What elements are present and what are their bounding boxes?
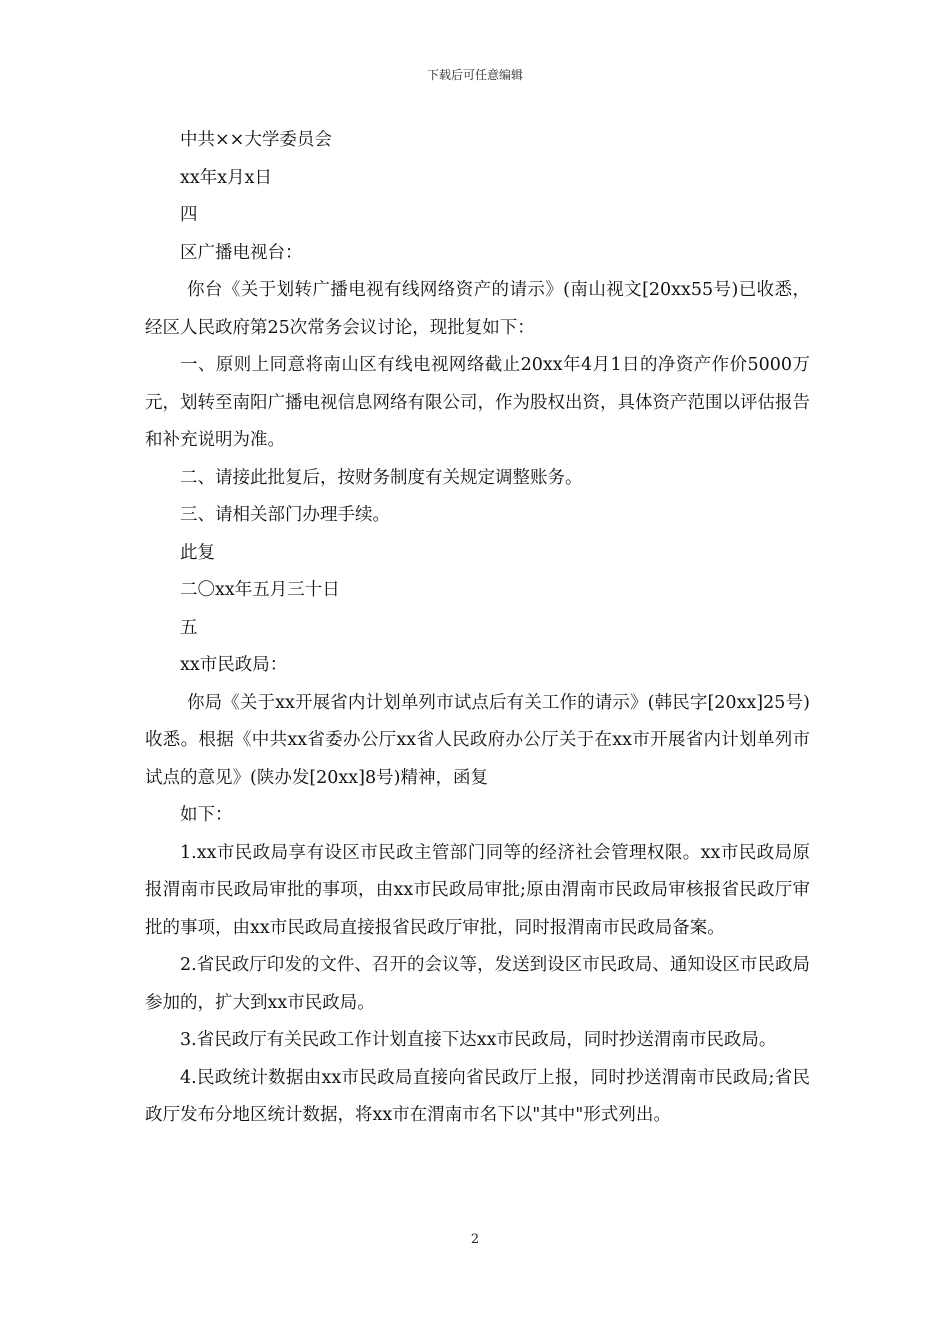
signature-organization: 中共××大学委员会 [180, 130, 332, 150]
numbered-item: 1.xx市民政局享有设区市民政主管部门同等的经济社会管理权限。xx市民政局原报渭南市民政局审批的事项，由xx市民政局审批;原由渭南市民政局审核报省民政厅审批的事项，由xx市民政局直接报省民政厅审批，同时报渭南市民政局备案。 [145, 842, 810, 938]
body-paragraph: 二、请接此批复后，按财务制度有关规定调整账务。 [180, 467, 583, 488]
recipient-line: xx市民政局： [180, 655, 288, 675]
document-body [145, 122, 810, 1135]
signature-date: xx年x月x日 [180, 167, 272, 188]
page-header: 下载后可任意编辑 [426, 68, 523, 82]
recipient-line: 区广播电视台： [180, 242, 303, 263]
document-date: 二〇xx年五月三十日 [180, 580, 340, 600]
body-paragraph: 你台《关于划转广播电视有线网络资产的请示》(南山视文[20xx55号)已收悉，经区人民政府第25次常务会议讨论，现批复如下： [145, 280, 810, 338]
closing-line: 此复 [180, 542, 215, 563]
numbered-item: 2.省民政厅印发的文件、召开的会议等，发送到设区市民政局、通知设区市民政局参加的，扩大到xx市民政局。 [145, 955, 810, 1013]
body-paragraph: 三、请相关部门办理手续。 [180, 505, 390, 525]
body-paragraph: 如下： [180, 805, 233, 825]
numbered-item: 4.民政统计数据由xx市民政局直接向省民政厅上报，同时抄送渭南市民政局;省民政厅发布分地区统计数据，将xx市在渭南市名下以"其中"形式列出。 [145, 1067, 810, 1125]
section-number-four: 四 [180, 205, 198, 225]
numbered-item: 3.省民政厅有关民政工作计划直接下达xx市民政局，同时抄送渭南市民政局。 [180, 1030, 777, 1050]
page-number: 2 [470, 1232, 480, 1247]
body-paragraph: 一、原则上同意将南山区有线电视网络截止20xx年4月1日的净资产作价5000万元，划转至南阳广播电视信息网络有限公司，作为股权出资，具体资产范围以评估报告和补充说明为准。 [145, 355, 810, 450]
body-paragraph: 你局《关于xx开展省内计划单列市试点后有关工作的请示》(韩民字[20xx]25号)收悉。根据《中共xx省委办公厅xx省人民政府办公厅关于在xx市开展省内计划单列市试点的意见》(陕办发[20xx]8号)精神，函复 [145, 692, 810, 788]
section-number-five: 五 [180, 617, 198, 638]
